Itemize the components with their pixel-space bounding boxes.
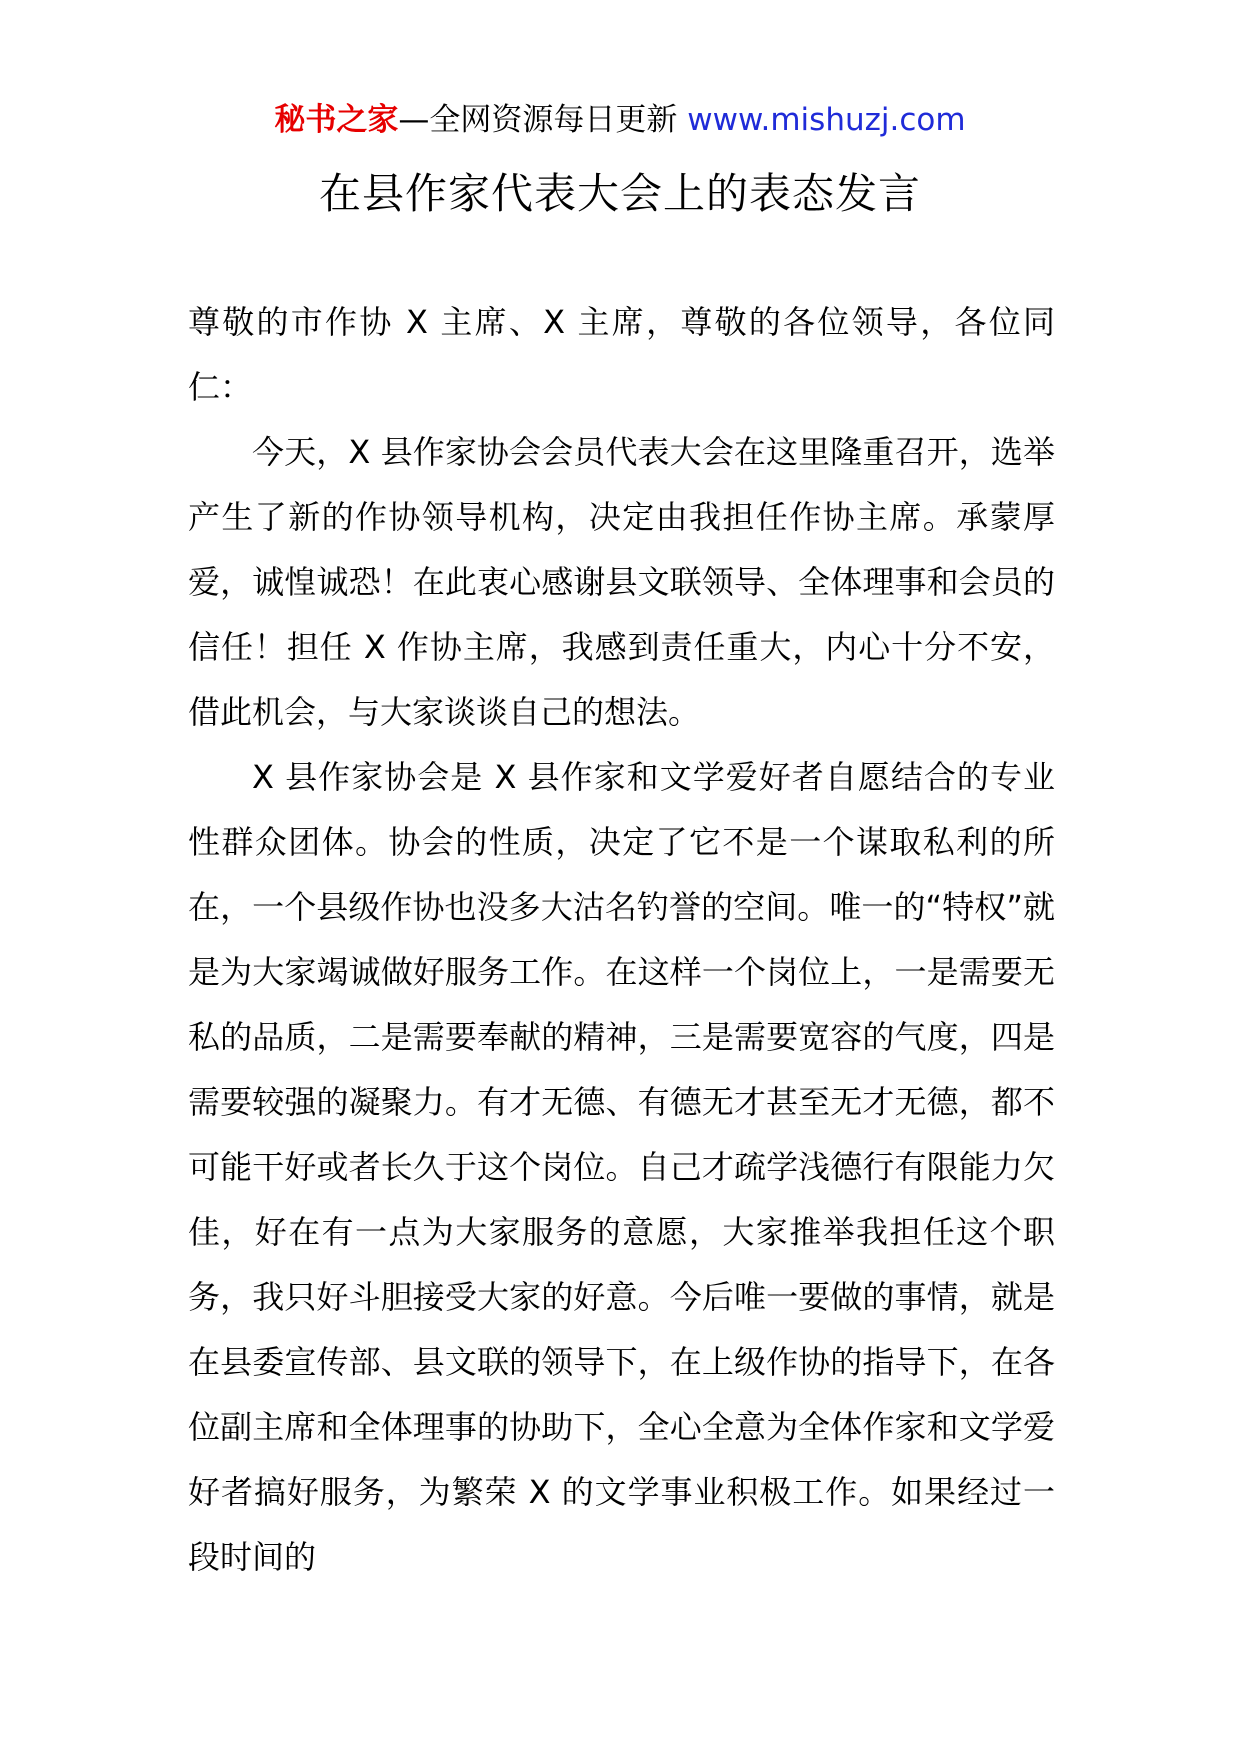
salutation-paragraph: 尊敬的市作协 X 主席、X 主席，尊敬的各位领导，各位同仁： — [188, 303, 1055, 406]
document-title: 在县作家代表大会上的表态发言 — [318, 169, 921, 218]
document-body — [188, 290, 1055, 1590]
brand-name: 秘书之家 — [274, 102, 399, 138]
body-paragraph: X 县作家协会是 X 县作家和文学爱好者自愿结合的专业性群众团体。协会的性质，决定了它不是一个谋取私利的所在，一个县级作协也没多大沽名钓誉的空间。唯一的“特权”就是为大家竭诚做好服务工作。在这样一个岗位上，一是需要无私的品质，二是需要奉献的精神，三是需要宽容的气度，四是需要较强的凝聚力。有才无德、有德无才甚至无才无德，都不可能干好或者长久于这个岗位。自己才疏学浅德行有限能力欠佳，好在有一点为大家服务的意愿，大家推举我担任这个职务，我只好斗胆接受大家的好意。今后唯一要做的事情，就是在县委宣传部、县文联的领导下，在上级作协的指导下，在各位副主席和全体理事的协助下，全心全意为全体作家和文学爱好者搞好服务，为繁荣 X 的文学事业积极工作。如果经过一段时间的 — [188, 758, 1055, 1576]
site-url-link[interactable]: www.mishuzj.com — [687, 102, 966, 138]
header-slogan: —全网资源每日更新 — [398, 102, 688, 138]
site-header — [0, 98, 1240, 142]
body-paragraph: 今天，X 县作家协会会员代表大会在这里隆重召开，选举产生了新的作协领导机构，决定由我担任作协主席。承蒙厚爱，诚惶诚恐！在此衷心感谢县文联领导、全体理事和会员的信任！担任 X 作协主席，我感到责任重大，内心十分不安，借此机会，与大家谈谈自己的想法。 — [188, 433, 1055, 731]
